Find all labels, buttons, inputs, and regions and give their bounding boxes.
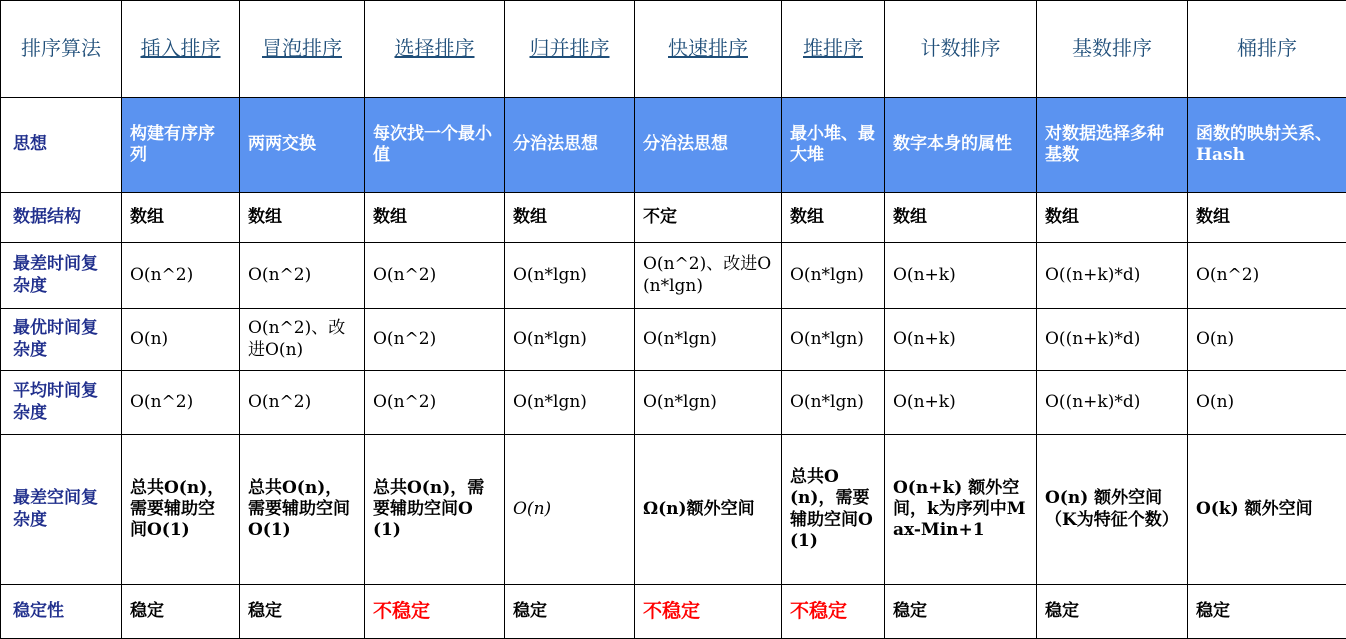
header-counting-sort: 计数排序 xyxy=(885,1,1037,98)
worst-time-cell: O(n^2) xyxy=(1188,243,1346,309)
stability-row xyxy=(1,585,1346,639)
row-label-stability: 稳定性 xyxy=(1,585,122,639)
idea-cell: 每次找一个最小值 xyxy=(365,98,505,193)
header-selection-sort[interactable]: 选择排序 xyxy=(365,1,505,98)
best-time-cell: O((n+k)*d) xyxy=(1037,309,1188,371)
row-label-best-time: 最优时间复杂度 xyxy=(1,309,122,371)
stability-cell: 稳定 xyxy=(1188,585,1346,639)
structure-cell: 数组 xyxy=(885,193,1037,243)
worst-space-cell: 总共O(n)，需要辅助空间O(1) xyxy=(240,435,365,585)
structure-cell: 数组 xyxy=(122,193,240,243)
row-label-worst-space: 最差空间复杂度 xyxy=(1,435,122,585)
worst-space-cell: O(k) 额外空间 xyxy=(1188,435,1346,585)
avg-time-cell: O(n*lgn) xyxy=(782,371,885,435)
idea-cell: 最小堆、最大堆 xyxy=(782,98,885,193)
avg-time-cell: O(n^2) xyxy=(122,371,240,435)
header-bubble-sort[interactable]: 冒泡排序 xyxy=(240,1,365,98)
row-label-idea: 思想 xyxy=(1,98,122,193)
worst-time-cell: O(n^2) xyxy=(365,243,505,309)
stability-cell: 稳定 xyxy=(240,585,365,639)
header-heap-sort[interactable]: 堆排序 xyxy=(782,1,885,98)
stability-cell: 稳定 xyxy=(1037,585,1188,639)
avg-time-cell: O(n*lgn) xyxy=(505,371,635,435)
best-time-row xyxy=(1,309,1346,371)
structure-cell: 数组 xyxy=(1188,193,1346,243)
header-bucket-sort: 桶排序 xyxy=(1188,1,1346,98)
worst-time-cell: O(n^2)、改进O(n*lgn) xyxy=(635,243,782,309)
idea-cell: 函数的映射关系、Hash xyxy=(1188,98,1346,193)
idea-cell: 分治法思想 xyxy=(635,98,782,193)
idea-cell: 构建有序序列 xyxy=(122,98,240,193)
best-time-cell: O(n) xyxy=(1188,309,1346,371)
worst-space-cell: Ω(n)额外空间 xyxy=(635,435,782,585)
avg-time-cell: O(n+k) xyxy=(885,371,1037,435)
avg-time-cell: O(n^2) xyxy=(365,371,505,435)
header-title: 排序算法 xyxy=(1,1,122,98)
structure-cell: 数组 xyxy=(365,193,505,243)
worst-time-cell: O(n^2) xyxy=(122,243,240,309)
structure-cell: 数组 xyxy=(240,193,365,243)
avg-time-cell: O(n*lgn) xyxy=(635,371,782,435)
worst-space-cell: O(n+k) 额外空间，k为序列中Max-Min+1 xyxy=(885,435,1037,585)
worst-time-cell: O((n+k)*d) xyxy=(1037,243,1188,309)
header-row xyxy=(1,1,1346,98)
structure-cell: 数组 xyxy=(1037,193,1188,243)
row-label-worst-time: 最差时间复杂度 xyxy=(1,243,122,309)
worst-time-cell: O(n*lgn) xyxy=(505,243,635,309)
worst-time-row xyxy=(1,243,1346,309)
idea-cell: 对数据选择多种基数 xyxy=(1037,98,1188,193)
avg-time-cell: O(n^2) xyxy=(240,371,365,435)
worst-time-cell: O(n+k) xyxy=(885,243,1037,309)
header-merge-sort[interactable]: 归并排序 xyxy=(505,1,635,98)
structure-cell: 数组 xyxy=(505,193,635,243)
best-time-cell: O(n) xyxy=(122,309,240,371)
best-time-cell: O(n*lgn) xyxy=(505,309,635,371)
header-radix-sort: 基数排序 xyxy=(1037,1,1188,98)
stability-cell-unstable: 不稳定 xyxy=(365,585,505,639)
stability-cell: 稳定 xyxy=(885,585,1037,639)
row-label-structure: 数据结构 xyxy=(1,193,122,243)
row-label-avg-time: 平均时间复杂度 xyxy=(1,371,122,435)
best-time-cell: O(n*lgn) xyxy=(782,309,885,371)
idea-cell: 两两交换 xyxy=(240,98,365,193)
header-quick-sort[interactable]: 快速排序 xyxy=(635,1,782,98)
worst-space-cell: O(n) xyxy=(505,435,635,585)
idea-cell: 数字本身的属性 xyxy=(885,98,1037,193)
best-time-cell: O(n^2) xyxy=(365,309,505,371)
worst-space-cell: 总共O(n)，需要辅助空间O(1) xyxy=(122,435,240,585)
worst-space-cell: 总共O(n)，需要辅助空间O(1) xyxy=(782,435,885,585)
idea-cell: 分治法思想 xyxy=(505,98,635,193)
worst-space-row xyxy=(1,435,1346,585)
best-time-cell: O(n*lgn) xyxy=(635,309,782,371)
best-time-cell: O(n^2)、改进O(n) xyxy=(240,309,365,371)
stability-cell-unstable: 不稳定 xyxy=(635,585,782,639)
worst-time-cell: O(n*lgn) xyxy=(782,243,885,309)
structure-row xyxy=(1,193,1346,243)
stability-cell: 稳定 xyxy=(505,585,635,639)
idea-row xyxy=(1,98,1346,193)
header-insertion-sort[interactable]: 插入排序 xyxy=(122,1,240,98)
avg-time-cell: O(n) xyxy=(1188,371,1346,435)
best-time-cell: O(n+k) xyxy=(885,309,1037,371)
stability-cell-unstable: 不稳定 xyxy=(782,585,885,639)
structure-cell: 不定 xyxy=(635,193,782,243)
structure-cell: 数组 xyxy=(782,193,885,243)
worst-space-cell: 总共O(n)，需要辅助空间O(1) xyxy=(365,435,505,585)
avg-time-row xyxy=(1,371,1346,435)
worst-time-cell: O(n^2) xyxy=(240,243,365,309)
stability-cell: 稳定 xyxy=(122,585,240,639)
avg-time-cell: O((n+k)*d) xyxy=(1037,371,1188,435)
worst-space-cell: O(n) 额外空间 （K为特征个数） xyxy=(1037,435,1188,585)
